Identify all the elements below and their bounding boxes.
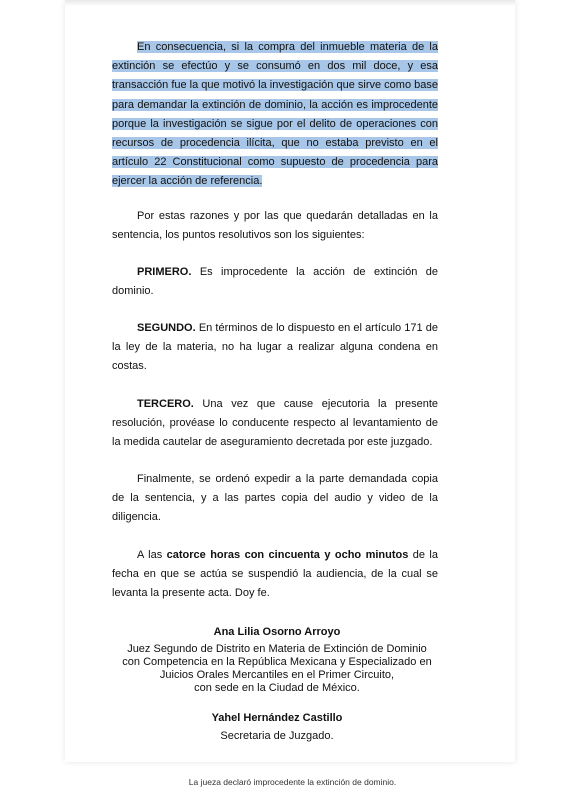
closing-pre: A las xyxy=(137,549,167,561)
resolutive-point-third xyxy=(112,395,438,453)
reasons-text: Por estas razones y por las que quedarán detalladas en la sentencia, los puntos resolutivos son los siguientes: xyxy=(112,210,438,242)
judge-title-line-4: con sede en la Ciudad de México. xyxy=(194,682,360,694)
judge-title-line-3: Juicios Orales Mercantiles en el Primer Circuito, xyxy=(159,669,395,681)
secretary-name: Yahel Hernández Castillo xyxy=(211,712,343,724)
copies-text: Finalmente, se ordenó expedir a la parte demandada copia de la sentencia, y a las partes copia del audio y video de la diligencia. xyxy=(112,473,438,524)
resolutive-point-second xyxy=(112,319,438,377)
resolutive-point-first xyxy=(112,263,438,301)
paragraph-reasons xyxy=(112,207,438,245)
closing-time: catorce horas con cincuenta y ocho minutos xyxy=(166,549,409,561)
judge-title-line-2: con Competencia en la República Mexicana y Especializado en xyxy=(122,656,432,668)
paragraph-closing xyxy=(112,546,438,604)
judge-name: Ana Lilia Osorno Arroyo xyxy=(213,626,341,638)
page-top-edge xyxy=(65,0,515,6)
paragraph-conclusion[interactable] xyxy=(112,38,438,192)
closing-post: de la fecha en que se actúa se suspendió la audiencia, de la cual se levanta la presente acta. Doy fe. xyxy=(112,549,438,600)
first-label: PRIMERO. xyxy=(137,266,192,278)
second-label: SEGUNDO. xyxy=(137,322,196,334)
judge-signature xyxy=(112,626,442,695)
secretary-signature xyxy=(112,712,442,743)
paragraph-copies xyxy=(112,470,438,528)
judge-title-line-1: Juez Segundo de Distrito en Materia de Extinción de Dominio xyxy=(127,643,427,655)
second-text: En términos de lo dispuesto en el artículo 171 de la ley de la materia, no ha lugar a realizar alguna condena en costas. xyxy=(112,322,438,373)
third-label: TERCERO. xyxy=(137,398,194,410)
first-text: Es improcedente la acción de extinción de dominio. xyxy=(112,266,438,298)
secretary-title: Secretaria de Juzgado. xyxy=(220,730,334,742)
highlighted-text[interactable]: En consecuencia, si la compra del inmueble materia de la extinción se efectúo y se consumó en dos mil doce, y esa transacción fue la que motivó la investigación que sirve como base para demandar la extinción de dominio, la acción es improcedente porque la investigación se sigue por el delito de operaciones con recursos de procedencia ilícita, que no estaba previsto en el artículo 22 Constitucional como supuesto de procedencia para ejercer la acción de referencia. xyxy=(112,41,438,188)
third-text: Una vez que cause ejecutoria la presente resolución, provéase lo conducente respecto al levantamiento de la medida cautelar de aseguramiento decretada por este juzgado. xyxy=(112,398,438,449)
image-caption: La jueza declaró improcedente la extinción de dominio. xyxy=(188,777,397,787)
